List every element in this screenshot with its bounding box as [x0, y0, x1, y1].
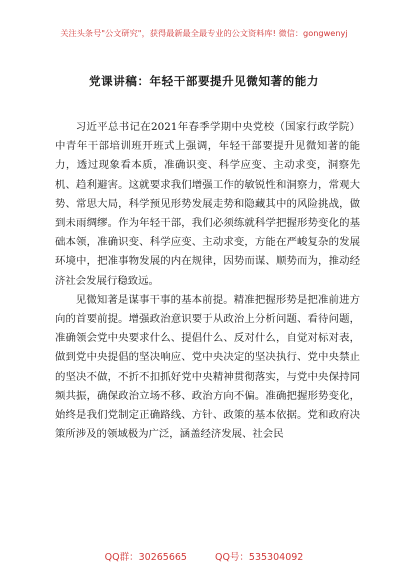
- footer-qq-group: QQ群：30265665: [104, 552, 187, 563]
- document-body: [55, 118, 360, 444]
- paragraph-2: 见微知著是谋事干事的基本前提。精准把握形势是把准前进方向的首要前提。增强政治意识要于从政治上分析问题、看待问题，准确领会党中央要求什么、提倡什么、反对什么，自觉对标对表，做到党中央提倡的坚决响应、党中央决定的坚决执行、党中央禁止的坚决不做，不折不扣抓好党中央精神贯彻落实，与党中央保持同频共振，确保政治立场不移、政治方向不偏。准确把握形势变化，始终是我们党制定正确路线、方针、政策的基本依据。党和政府决策所涉及的领域极为广泛，涵盖经济发展、社会民: [55, 293, 360, 441]
- footer-contact: [0, 549, 408, 563]
- header-note: 关注头条号"公文研究"，获得最新最全最专业的公文资料库! 微信：gongwenyj: [60, 28, 348, 38]
- paragraph-1: 习近平总书记在2021年春季学期中央党校（国家行政学院）中青年干部培训班开班式上强调，年轻干部要提升见微知著的能力，透过现象看本质，准确识变、科学应变、主动求变，洞察先机、趋利避害。这就要求我们增强工作的敏锐性和洞察力，常观大势、常思大局，科学预见形势发展走势和隐藏其中的风险挑战，做到未雨绸缪。作为年轻干部，我们必须练就科学把握形势变化的基础本领，准确识变、科学应变、主动求变，方能在严峻复杂的发展环境中，把准事物发展的内在规律，因势而谋、顺势而为，推动经济社会发展行稳致远。: [55, 121, 360, 287]
- footer-qq-number: QQ号：535304092: [214, 552, 304, 563]
- page-title: 党课讲稿：年轻干部要提升见微知著的能力: [89, 74, 319, 88]
